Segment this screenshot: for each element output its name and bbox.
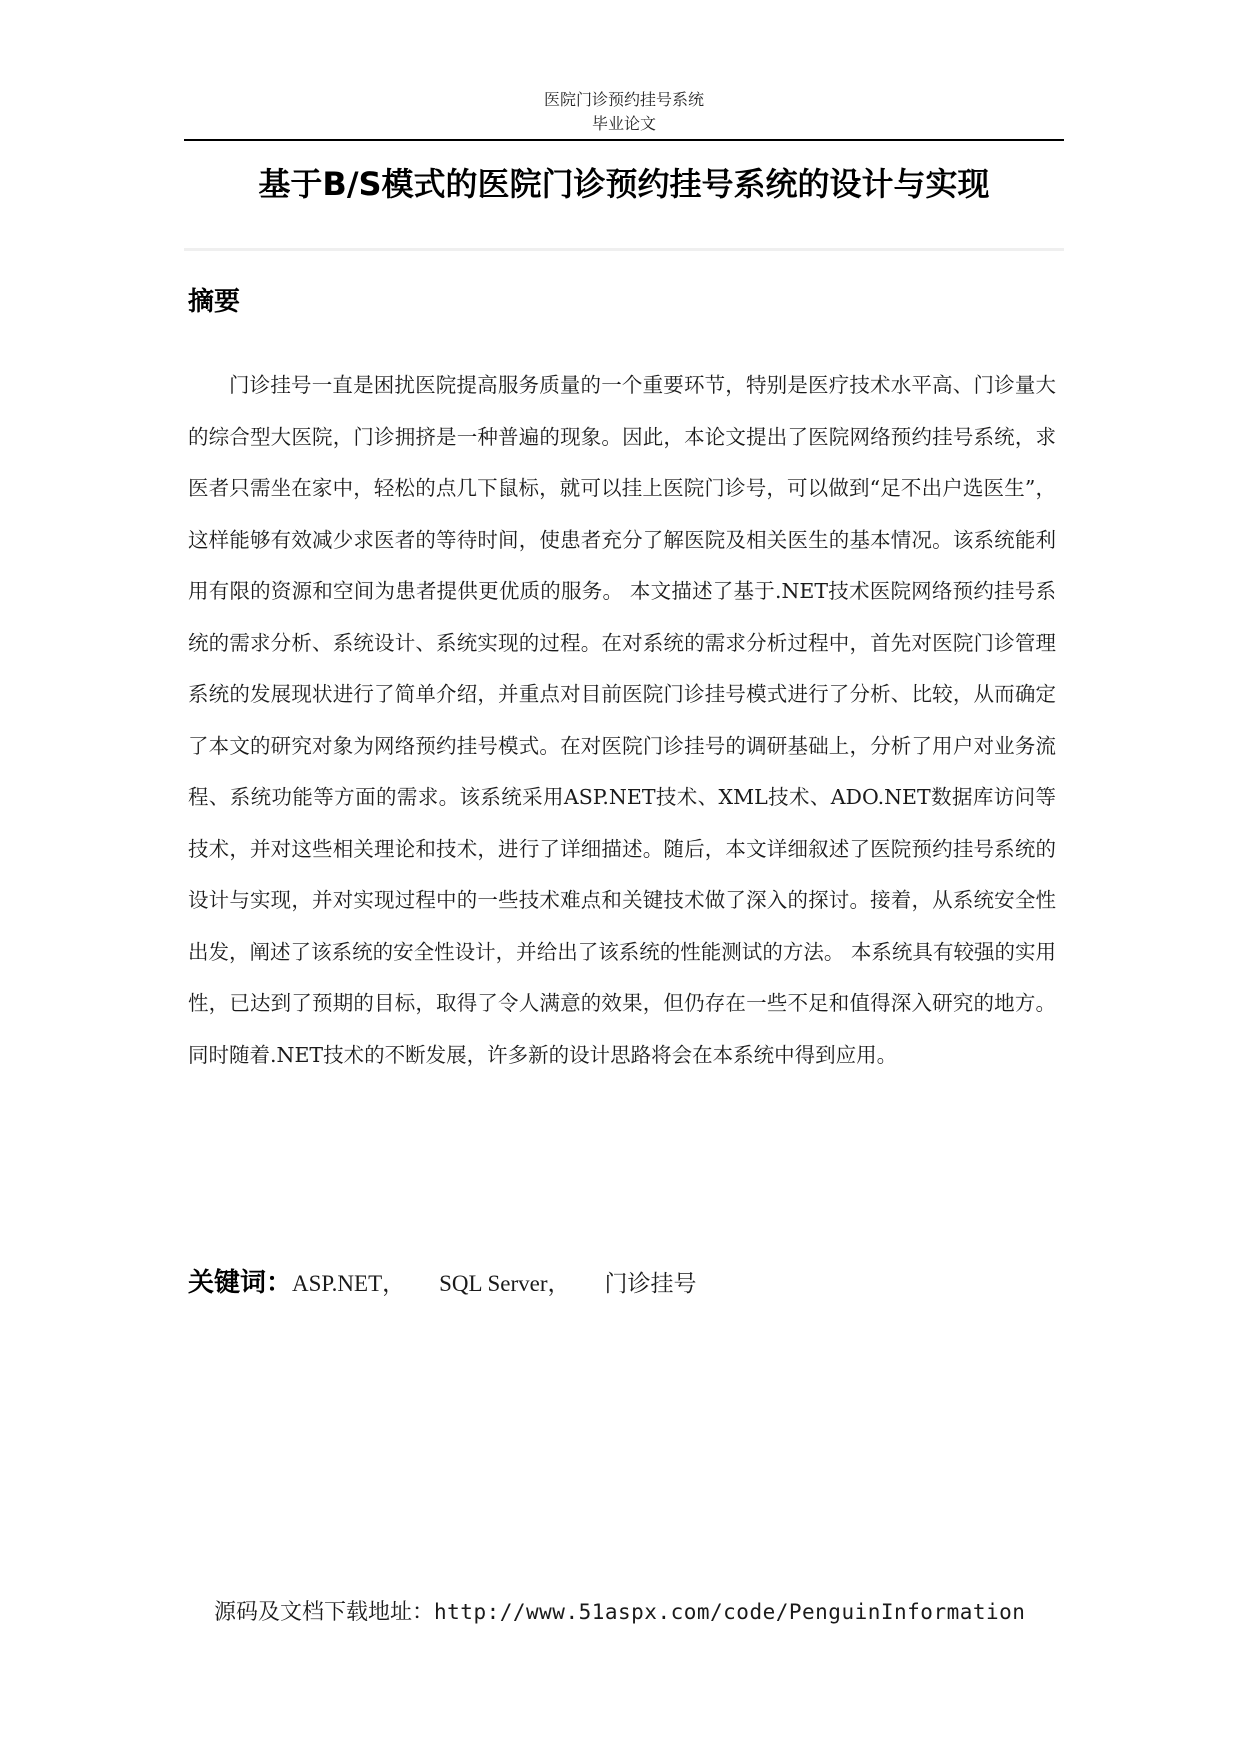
download-link[interactable]: http://www.51aspx.com/code/PenguinInformation <box>434 1600 1026 1624</box>
header-thesis-label: 毕业论文 <box>591 114 656 133</box>
paper-title: 基于B/S模式的医院门诊预约挂号系统的设计与实现 <box>258 165 990 203</box>
header-rule <box>184 139 1064 141</box>
keywords-label: 关键词： <box>188 1268 293 1298</box>
keyword-item: ASP.NET， <box>292 1271 406 1296</box>
download-label: 源码及文档下载地址： <box>214 1600 435 1625</box>
running-header <box>184 88 1064 136</box>
abstract-heading: 摘要 <box>188 287 241 317</box>
abstract-body: 门诊挂号一直是困扰医院提高服务质量的一个重要环节，特别是医疗技术水平高、门诊量大的综合型大医院，门诊拥挤是一种普遍的现象。因此，本论文提出了医院网络预约挂号系统，求医者只需坐在家中，轻松的点几下鼠标，就可以挂上医院门诊号，可以做到“足不出户选医生”，这样能够有效减少求医者的等待时间，使患者充分了解医院及相关医生的基本情况。该系统能利用有限的资源和空间为患者提供更优质的服务。 本文描述了基于.NET技术医院网络预约挂号系统的需求分析、系统设计、系统实现的过程。在对系统的需求分析过程中，首先对医院门诊管理系统的发展现状进行了简单介绍，并重点对目前医院门诊挂号模式进行了分析、比较，从而确定了本文的研究对象为网络预约挂号模式。在对医院门诊挂号的调研基础上，分析了用户对业务流程、系统功能等方面的需求。该系统采用ASP.NET技术、XML技术、ADO.NET数据库访问等技术，并对这些相关理论和技术，进行了详细描述。随后，本文详细叙述了医院预约挂号系统的设计与实现，并对实现过程中的一些技术难点和关键技术做了深入的探讨。接着，从系统安全性出发，阐述了该系统的安全性设计，并给出了该系统的性能测试的方法。 本系统具有较强的实用性，已达到了预期的目标，取得了令人满意的效果，但仍存在一些不足和值得深入研究的地方。同时随着.NET技术的不断发展，许多新的设计思路将会在本系统中得到应用。 <box>188 373 1056 1067</box>
keyword-item: 门诊挂号 <box>604 1271 697 1296</box>
keywords-line <box>188 1263 697 1305</box>
keyword-item: SQL Server， <box>439 1271 571 1296</box>
download-footer <box>214 1594 1025 1631</box>
title-divider <box>184 248 1064 251</box>
header-system-name: 医院门诊预约挂号系统 <box>543 90 704 109</box>
